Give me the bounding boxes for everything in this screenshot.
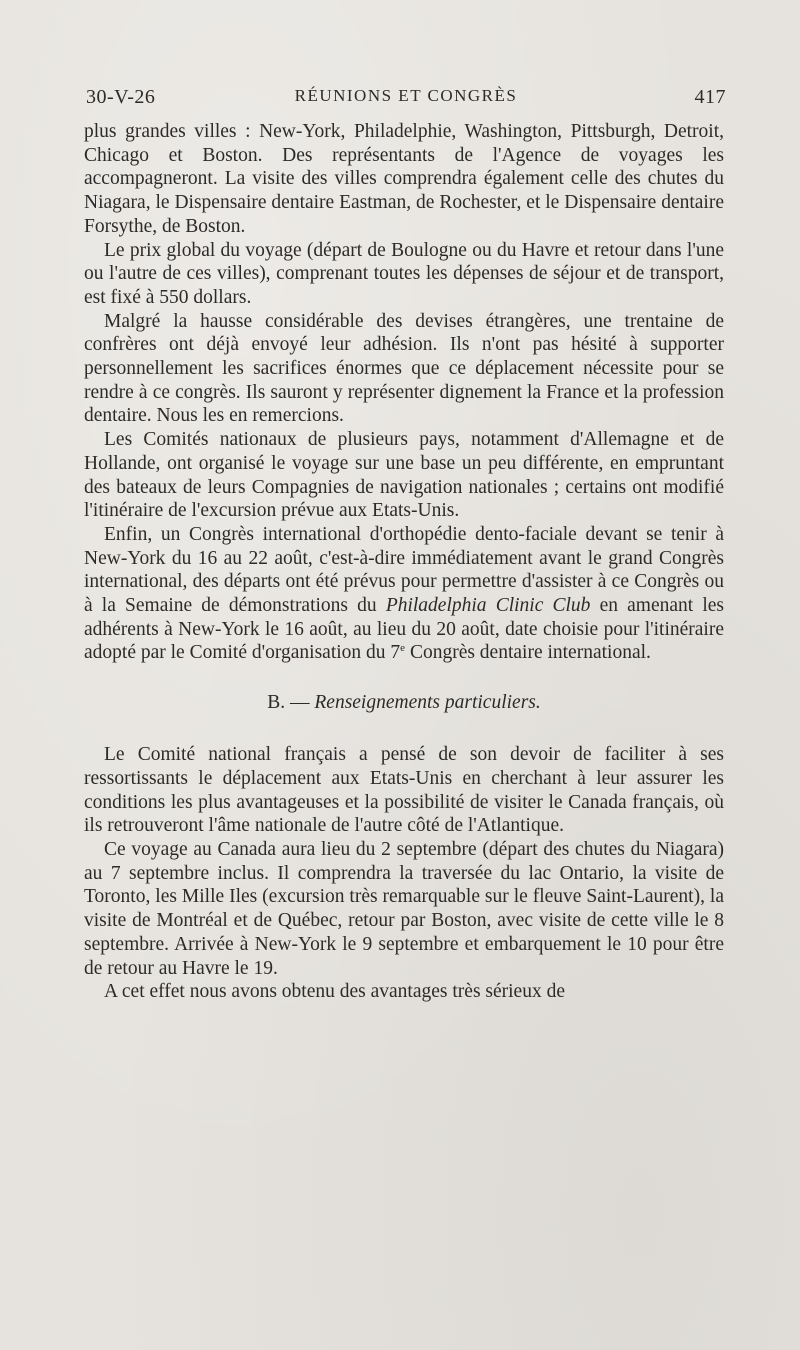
paragraph-adhesions: Malgré la hausse considérable des devises étrangères, une trentaine de confrères ont déjà envoyé leur adhésion. Ils n'ont pas hésité à supporter personnellement les sacrifices énormes que ce déplacement nécessite pour se rendre à ce congrès. Ils sauront y représenter dignement la France et la profession dentaire. Nous les en remercions. bbox=[84, 310, 724, 427]
running-head bbox=[86, 86, 726, 116]
paragraph-national-committees: Les Comités nationaux de plusieurs pays, notamment d'Allemagne et de Hollande, ont organisé le voyage sur une base un peu différente, en empruntant des bateaux de leurs Compagnies de navigation nationales ; certains ont modifié l'itinéraire de l'excursion prévue aux Etats-Unis. bbox=[84, 429, 724, 522]
paragraph-advantages: A cet effet nous avons obtenu des avantages très sérieux de bbox=[104, 981, 565, 1003]
header-title: RÉUNIONS ET CONGRÈS bbox=[294, 86, 518, 105]
text-run: Congrès dentaire international. bbox=[405, 642, 651, 664]
section-label: B. — bbox=[267, 692, 315, 714]
club-name: Philadelphia Clinic Club bbox=[385, 595, 591, 617]
section-heading-b bbox=[84, 691, 724, 715]
body-text bbox=[84, 120, 724, 1004]
paragraph-price: Le prix global du voyage (départ de Boulogne ou du Havre et retour dans l'une ou l'autre de ces villes), comprenant toutes les dépenses de séjour et de transport, est fixé à 550 dollars. bbox=[84, 239, 724, 308]
paragraph-canada-trip: Ce voyage au Canada aura lieu du 2 septembre (départ des chutes du Niagara) au 7 septembre inclus. Il comprendra la traversée du lac Ontario, la visite de Toronto, les Mille Iles (excursion très remarquable sur le fleuve Saint-Laurent), la visite de Montréal et de Québec, retour par Boston, avec visite de cette ville le 8 septembre. Arrivée à New-York le 9 septembre et embarquement le 10 pour être de retour au Havre le 19. bbox=[84, 838, 724, 979]
section-title: Renseignements particuliers. bbox=[314, 692, 541, 714]
paragraph-continuation: plus grandes villes : New-York, Philadelphie, Washington, Pittsburgh, Detroit, Chicago et Boston. Des représentants de l'Agence de voyages les accompagneront. La visite des villes comprendra également celle des chutes du Niagara, le Dispensaire dentaire Eastman, de Rochester, et le Dispensaire dentaire Forsythe, de Boston. bbox=[84, 121, 724, 237]
ordinal-superscript: e bbox=[400, 642, 406, 655]
paragraph-orthopedics-congress bbox=[84, 523, 724, 665]
paragraph-french-committee: Le Comité national français a pensé de son devoir de faciliter à ses ressortissants le déplacement aux Etats-Unis en cherchant à leur assurer les conditions les plus avantageuses et la possibilité de visiter le Canada français, où ils retrouveront l'âme nationale de l'autre côté de l'Atlantique. bbox=[84, 744, 724, 837]
page-number: 417 bbox=[694, 86, 726, 108]
text-run: en amenant les adhérents à New-York le 16 août, au lieu du 20 août, date choisie pour l'itinéraire adopté par le Comité d'organisation du 7 bbox=[84, 595, 724, 664]
header-date: 30-V-26 bbox=[86, 86, 156, 108]
text-run: Enfin, un Congrès international d'orthopédie dento-faciale devant se tenir à New-York du 16 au 22 août, c'est-à-dire immédiatement avant le grand Congrès international, des départs ont été prévus pour permettre d'assister à ce Congrès ou à la Semaine de démonstrations du bbox=[84, 523, 724, 617]
